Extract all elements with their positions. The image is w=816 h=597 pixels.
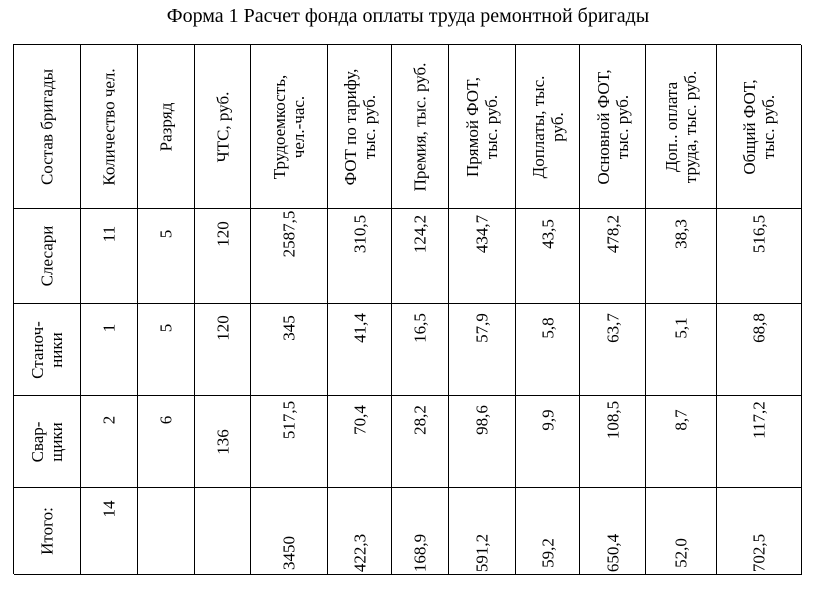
row-2-cell-5: [328, 304, 392, 396]
row-4-text-8: 59,2: [538, 538, 557, 568]
row-4-cell-2: [138, 488, 195, 575]
header-cell-0: [14, 45, 81, 209]
row-4-cell-0: [14, 488, 81, 575]
row-3-cell-7: [449, 396, 516, 488]
row-2-text-9: 63,7: [603, 312, 622, 343]
row-3-cell-9: [580, 396, 646, 488]
header-cell-11: [717, 45, 802, 209]
row-3-text-5: 70,4: [350, 404, 369, 435]
row-4-cell-3: [195, 488, 251, 575]
row-3-cell-6: [392, 396, 449, 488]
row-2-text-5: 41,4: [350, 312, 369, 343]
row-3-text-2: 6: [156, 415, 176, 424]
header-cell-3: [195, 45, 251, 209]
header-text-3: ЧТС, руб.: [213, 91, 232, 162]
row-2-cell-6: [392, 304, 449, 396]
row-1-text-7: 434,7: [472, 214, 492, 254]
row-2-cell-1: [81, 304, 138, 396]
row-4-text-1: 14: [99, 500, 119, 518]
row-3-text-7: 98,6: [472, 404, 492, 435]
header-text-7: Прямой ФОТ, тыс. руб.: [463, 76, 501, 177]
row-2-text-0: Станоч- ники: [28, 320, 66, 379]
row-2-text-2: 5: [156, 323, 176, 332]
row-2-text-8: 5,8: [538, 316, 557, 339]
row-3-cell-2: [138, 396, 195, 488]
row-1-text-11: 516,5: [749, 214, 769, 254]
row-1-cell-4: [251, 209, 328, 304]
header-cell-1: [81, 45, 138, 209]
row-4-cell-8: [516, 488, 580, 575]
row-2-cell-7: [449, 304, 516, 396]
header-cell-7: [449, 45, 516, 209]
row-1-text-10: 38,3: [671, 219, 691, 249]
row-1-cell-5: [328, 209, 392, 304]
row-1-cell-7: [449, 209, 516, 304]
row-3-cell-5: [328, 396, 392, 488]
row-4-cell-11: [717, 488, 802, 575]
row-3-cell-8: [516, 396, 580, 488]
row-1-cell-3: [195, 209, 251, 304]
row-2-cell-11: [717, 304, 802, 396]
header-text-6: Премия, тыс. руб.: [410, 62, 430, 191]
row-3-text-0: Свар- щики: [28, 421, 66, 462]
header-text-10: Доп.. оплата труда, тыс. руб.: [662, 70, 700, 183]
row-2-text-6: 16,5: [410, 312, 430, 343]
row-1-cell-1: [81, 209, 138, 304]
row-2-cell-2: [138, 304, 195, 396]
row-3-text-3: 136: [213, 428, 232, 455]
row-3-text-11: 117,2: [749, 400, 769, 439]
row-2-cell-0: [14, 304, 81, 396]
row-2-text-7: 57,9: [472, 312, 492, 343]
header-text-0: Состав бригады: [37, 68, 57, 185]
row-4-text-0: Итого:: [37, 507, 57, 555]
row-3-cell-3: [195, 396, 251, 488]
header-cell-4: [251, 45, 328, 209]
row-3-text-8: 9,9: [538, 408, 557, 431]
row-2-text-1: 1: [99, 323, 119, 332]
row-2-cell-9: [580, 304, 646, 396]
header-cell-5: [328, 45, 392, 209]
header-cell-6: [392, 45, 449, 209]
header-text-1: Количество чел.: [99, 67, 119, 186]
row-4-text-5: 422,3: [350, 533, 369, 573]
row-3-text-1: 2: [99, 415, 119, 424]
row-1-cell-11: [717, 209, 802, 304]
row-1-cell-6: [392, 209, 449, 304]
row-2-text-10: 5,1: [671, 316, 691, 339]
row-1-text-1: 11: [99, 225, 119, 243]
row-1-text-6: 124,2: [410, 214, 430, 254]
row-1-text-5: 310,5: [350, 214, 369, 254]
row-4-cell-6: [392, 488, 449, 575]
header-text-5: ФОТ по тарифу, тыс. руб.: [340, 68, 379, 185]
row-1-text-3: 120: [213, 221, 232, 247]
header-text-2: Разряд: [156, 102, 176, 151]
row-3-cell-1: [81, 396, 138, 488]
row-1-cell-9: [580, 209, 646, 304]
form-title: Форма 1 Расчет фонда оплаты труда ремонтной бригады: [166, 5, 650, 27]
header-text-4: Трудоемкость, чел.-час.: [270, 74, 308, 179]
header-cell-9: [580, 45, 646, 209]
row-3-text-10: 8,7: [671, 408, 691, 431]
row-1-cell-8: [516, 209, 580, 304]
row-4-text-6: 168,9: [410, 533, 430, 573]
row-4-cell-1: [81, 488, 138, 575]
row-4-cell-7: [449, 488, 516, 575]
row-3-text-4: 517,5: [279, 400, 299, 439]
row-4-cell-9: [580, 488, 646, 575]
row-4-text-9: 650,4: [603, 533, 622, 573]
row-4-cell-10: [646, 488, 717, 575]
row-3-cell-11: [717, 396, 802, 488]
row-2-text-3: 120: [213, 314, 232, 341]
row-4-cell-4: [251, 488, 328, 575]
row-2-text-4: 345: [279, 314, 299, 341]
row-4-text-11: 702,5: [749, 533, 769, 573]
row-1-text-0: Слесари: [37, 225, 57, 287]
header-text-8: Доплаты, тыс. руб.: [528, 75, 567, 178]
row-2-cell-8: [516, 304, 580, 396]
row-2-cell-3: [195, 304, 251, 396]
row-2-cell-4: [251, 304, 328, 396]
row-1-text-4: 2587,5: [279, 210, 299, 258]
row-3-cell-10: [646, 396, 717, 488]
row-4-cell-5: [328, 488, 392, 575]
header-text-9: Основной ФОТ, тыс. руб.: [593, 68, 632, 185]
row-4-text-10: 52,0: [671, 538, 691, 568]
header-cell-10: [646, 45, 717, 209]
row-1-text-9: 478,2: [603, 214, 622, 254]
header-cell-8: [516, 45, 580, 209]
row-2-cell-10: [646, 304, 717, 396]
row-1-cell-10: [646, 209, 717, 304]
row-4-text-7: 591,2: [472, 533, 492, 573]
row-3-cell-4: [251, 396, 328, 488]
payroll-table: [13, 44, 801, 574]
header-cell-2: [138, 45, 195, 209]
row-3-cell-0: [14, 396, 81, 488]
row-3-text-9: 108,5: [603, 400, 622, 439]
row-1-cell-2: [138, 209, 195, 304]
row-3-text-6: 28,2: [410, 404, 430, 435]
row-1-text-8: 43,5: [538, 219, 557, 249]
row-1-text-2: 5: [156, 229, 176, 239]
row-2-text-11: 68,8: [749, 312, 769, 343]
row-1-cell-0: [14, 209, 81, 304]
row-4-text-4: 3450: [279, 536, 299, 570]
header-text-11: Общий ФОТ, тыс. руб.: [740, 78, 778, 175]
